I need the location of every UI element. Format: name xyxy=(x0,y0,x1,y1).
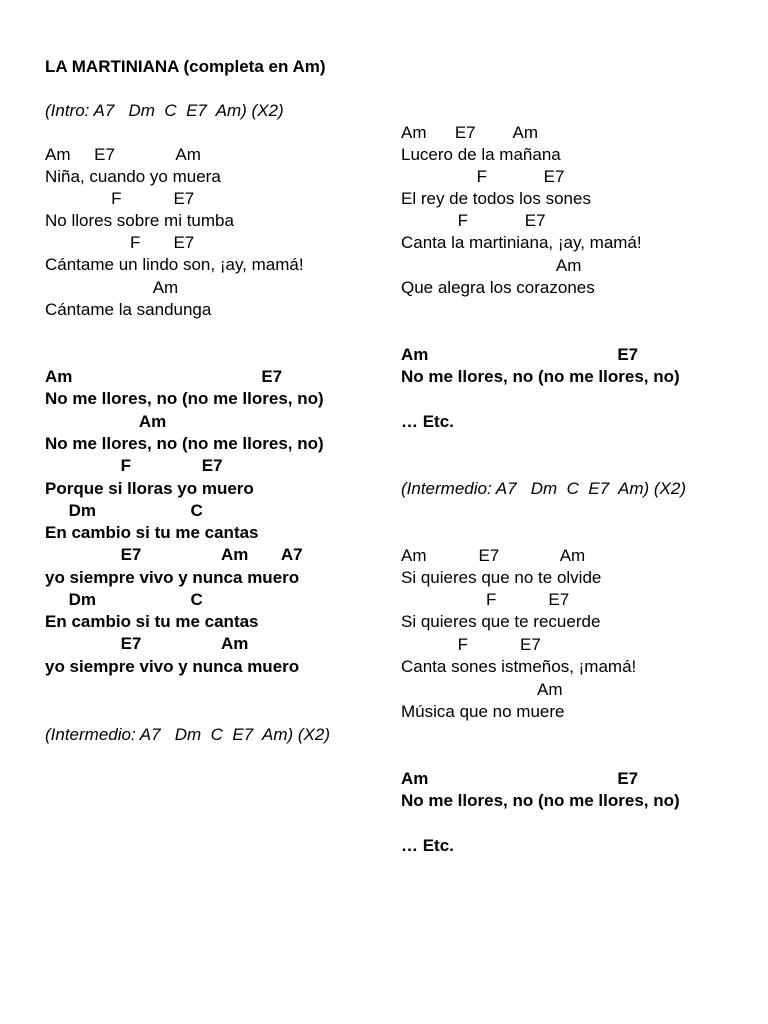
lyric-line: No me llores, no (no me llores, no) xyxy=(401,367,680,386)
lyric-line: Si quieres que te recuerde xyxy=(401,612,601,631)
chord-line: F E7 xyxy=(45,189,195,208)
song-title: LA MARTINIANA (completa en Am) xyxy=(45,57,326,76)
chord-line: Am E7 Am xyxy=(45,145,201,164)
lyric-line: yo siempre vivo y nunca muero xyxy=(45,657,300,676)
chord-line: Am xyxy=(401,256,582,275)
lyric-line: El rey de todos los sones xyxy=(401,189,591,208)
lyric-line: Cántame la sandunga xyxy=(45,300,212,319)
intro-chords: (Intro: A7 Dm C E7 Am) (X2) xyxy=(45,101,284,120)
chord-line: Am E7 xyxy=(401,345,639,364)
chord-line: F E7 xyxy=(401,590,570,609)
chord-line: F E7 xyxy=(401,211,546,230)
chord-line: F E7 xyxy=(45,456,223,475)
lyric-line: Canta la martiniana, ¡ay, mamá! xyxy=(401,233,642,252)
chord-line: Am E7 Am xyxy=(401,546,586,565)
intermedio-chords: (Intermedio: A7 Dm C E7 Am) (X2) xyxy=(401,479,686,498)
chord-line: F E7 xyxy=(401,635,541,654)
lyric-line: No llores sobre mi tumba xyxy=(45,211,234,230)
lyric-line: Canta sones istmeños, ¡mamá! xyxy=(401,657,637,676)
lyric-line: No me llores, no (no me llores, no) xyxy=(45,434,324,453)
lyric-line: No me llores, no (no me llores, no) xyxy=(401,791,680,810)
chord-line: Am E7 xyxy=(45,367,283,386)
chord-line: Dm C xyxy=(45,501,203,520)
lyric-line: Si quieres que no te olvide xyxy=(401,568,602,587)
lyric-line: Cántame un lindo son, ¡ay, mamá! xyxy=(45,255,304,274)
chord-line: Dm C xyxy=(45,590,203,609)
chord-line: E7 Am A7 xyxy=(45,545,303,564)
etc-marker: … Etc. xyxy=(401,836,454,855)
chord-line: Am E7 Am xyxy=(401,123,538,142)
chord-line: F E7 xyxy=(45,233,195,252)
chord-line: Am xyxy=(45,278,179,297)
lyric-line: En cambio si tu me cantas xyxy=(45,523,259,542)
chord-line: Am xyxy=(401,680,563,699)
lyric-line: Música que no muere xyxy=(401,702,565,721)
lyric-line: Lucero de la mañana xyxy=(401,145,561,164)
lyric-line: yo siempre vivo y nunca muero xyxy=(45,568,300,587)
lyric-line: Porque si lloras yo muero xyxy=(45,479,254,498)
chord-line: F E7 xyxy=(401,167,565,186)
intermedio-chords: (Intermedio: A7 Dm C E7 Am) (X2) xyxy=(45,725,330,744)
etc-marker: … Etc. xyxy=(401,412,454,431)
chord-line: Am xyxy=(45,412,167,431)
lyric-line: En cambio si tu me cantas xyxy=(45,612,259,631)
chord-line: Am E7 xyxy=(401,769,639,788)
chord-line: E7 Am xyxy=(45,634,249,653)
lyric-line: Que alegra los corazones xyxy=(401,278,595,297)
lyric-line: No me llores, no (no me llores, no) xyxy=(45,389,324,408)
lyric-line: Niña, cuando yo muera xyxy=(45,167,221,186)
